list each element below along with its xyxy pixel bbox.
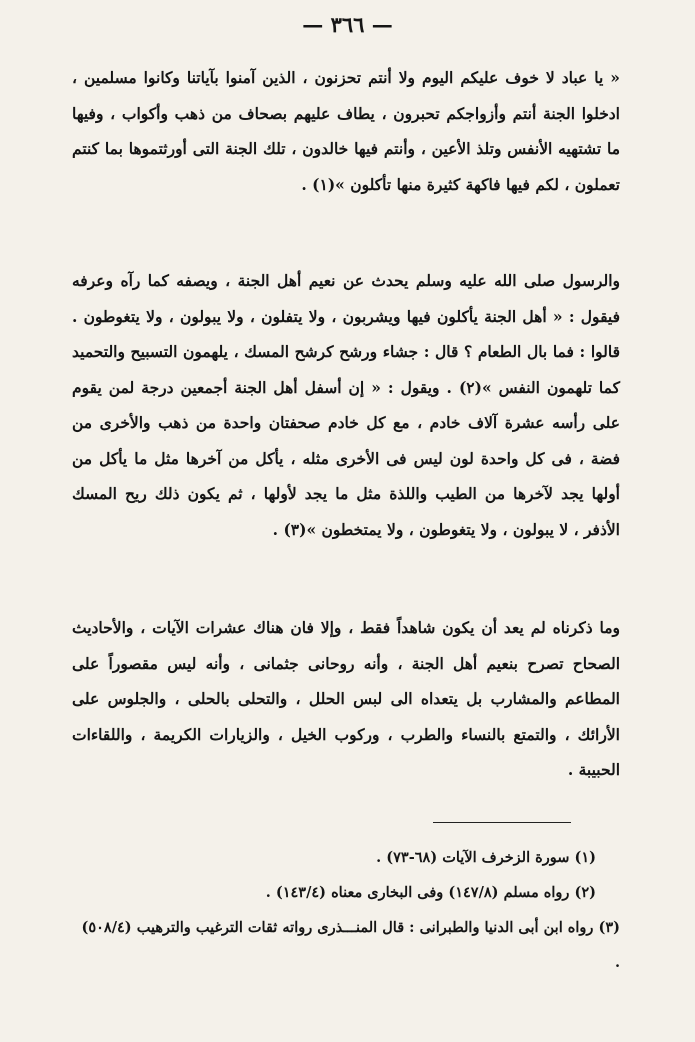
footnote-3: (٣) رواه ابن أبى الدنيا والطبرانى : قال المنـــذرى رواته ثقات الترغيب والترهيب (٥٠٨/٤) . — [81, 919, 620, 971]
footnotes — [72, 840, 620, 980]
paragraph-quran-quote: « يا عباد لا خوف عليكم اليوم ولا أنتم تحزنون ، الذين آمنوا بآياتنا وكانوا مسلمين ، ادخلوا الجنة أنتم وأزواجكم تحبرون ، يطاف عليهم بصحاف من ذهب وأكواب ، وفيها ما تشتهيه الأنفس وتلذ الأعين ، وأنتم فيها خالدون ، تلك الجنة التى أورثتموها بما كنتم تعملون ، لكم فيها فاكهة كثيرة منها تأكلون »(١) . — [72, 68, 620, 194]
footnote-divider — [433, 822, 571, 823]
footnote-1: (١) سورة الزخرف الآيات (٦٨-٧٣) . — [376, 849, 596, 866]
footnote-2: (٢) رواه مسلم (١٤٧/٨) وفى البخارى معناه (١٤٣/٤) . — [265, 884, 596, 901]
page-number: — ٣٦٦ — — [302, 12, 393, 37]
paragraph-conclusion: وما ذكرناه لم يعد أن يكون شاهداً فقط ، وإلا فان هناك عشرات الآيات ، والأحاديث الصحاح تصرح بنعيم أهل الجنة ، وأنه روحانى جثمانى ، وأنه ليس مقصوراً على المطاعم والمشارب بل يتعداه الى لبس الحلل ، والتحلى بالحلى ، والجلوس على الأرائك ، والتمتع بالنساء والطرب ، وركوب الخيل ، والزيارات الكريمة ، واللقاءات الحبيبة . — [72, 618, 620, 779]
paragraph-hadith: والرسول صلى الله عليه وسلم يحدث عن نعيم أهل الجنة ، ويصفه كما رآه وعرفه فيقول : « أهل الجنة يأكلون فيها ويشربون ، ولا يتفلون ، ولا يبولون ، ولا يتغوطون . قالوا : فما بال الطعام ؟ قال : جشاء ورشح كرشح المسك ، يلهمون التسبيح والتحميد كما تلهمون النفس »(٢) . ويقول : « إن أسفل أهل الجنة أجمعين درجة لمن يقوم على رأسه عشرة آلاف خادم ، مع كل خادم صحفتان واحدة من ذهب والأخرى من فضة ، فى كل واحدة لون ليس فى الأخرى مثله ، يأكل من آخرها مثل ما يأكل من أولها يجد لآخرها من الطيب واللذة مثل ما يجد لأولها ، ثم يكون ذلك ريح المسك الأذفر ، لا يبولون ، ولا يتغوطون ، ولا يمتخطون »(٣) . — [72, 271, 620, 539]
